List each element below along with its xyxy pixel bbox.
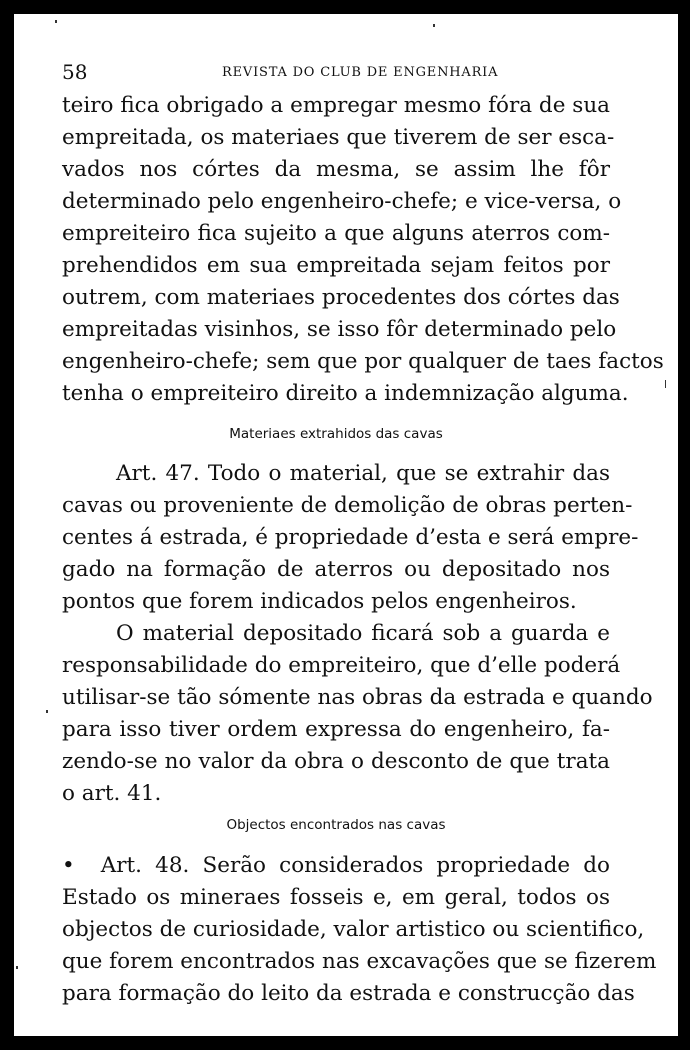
text-line: zendo-se no valor da obra o desconto de que trata — [62, 749, 610, 774]
text-line: para isso tiver ordem expressa do engenheiro, fa- — [62, 717, 610, 742]
article-47 — [62, 458, 653, 810]
scan-speck — [665, 380, 666, 388]
text-line: tenha o empreiteiro direito a indemnização alguma. — [62, 381, 629, 406]
text-line: gado na formação de aterros ou depositado nos — [62, 557, 610, 582]
text-line: pontos que forem indicados pelos engenheiros. — [62, 589, 577, 614]
text-line: objectos de curiosidade, valor artistico ou scientifico, — [62, 917, 645, 942]
page-number: 58 — [62, 60, 88, 84]
text-line: engenheiro-chefe; sem que por qualquer de taes factos — [62, 349, 664, 374]
scan-speck — [16, 966, 18, 969]
text-line: o art. 41. — [62, 781, 162, 806]
text-line: determinado pelo engenheiro-chefe; e vice-versa, o — [62, 189, 622, 214]
bullet-mark: • — [62, 853, 75, 878]
text-line: centes á estrada, é propriedade d’esta e será empre- — [62, 525, 639, 550]
article-48 — [62, 850, 657, 1010]
text-line: teiro fica obrigado a empregar mesmo fóra de sua — [62, 93, 610, 118]
text-line: O material depositado ficará sob a guarda e — [116, 621, 610, 646]
text-line: que forem encontrados nas excavações que se fizerem — [62, 949, 657, 974]
scan-speck — [46, 710, 48, 713]
text-line: para formação do leito da estrada e construcção das — [62, 981, 635, 1006]
text-line: outrem, com materiaes procedentes dos córtes das — [62, 285, 620, 310]
running-title: REVISTA DO CLUB DE ENGENHARIA — [222, 65, 499, 80]
text-line: responsabilidade do empreiteiro, que d’elle poderá — [62, 653, 621, 678]
scanned-page — [14, 14, 678, 1036]
section-heading-objectos: Objectos encontrados nas cavas — [226, 817, 446, 833]
scan-speck — [433, 24, 435, 27]
text-line: empreitadas visinhos, se isso fôr determinado pelo — [62, 317, 617, 342]
section-heading-materiaes: Materiaes extrahidos das cavas — [229, 426, 443, 442]
text-line: empreiteiro fica sujeito a que alguns aterros com- — [62, 221, 610, 246]
text-line: Art. 48. Serão considerados propriedade do — [100, 853, 610, 878]
text-line: utilisar-se tão sómente nas obras da estrada e quando — [62, 685, 653, 710]
text-line: Art. 47. Todo o material, que se extrahir das — [116, 461, 610, 486]
text-line: cavas ou proveniente de demolição de obras perten- — [62, 493, 633, 518]
paragraph-continued — [62, 90, 664, 410]
text-line: prehendidos em sua empreitada sejam feitos por — [62, 253, 610, 278]
text-line: empreitada, os materiaes que tiverem de ser esca- — [62, 125, 615, 150]
scan-speck — [55, 20, 57, 23]
text-line: vados nos córtes da mesma, se assim lhe fôr — [62, 157, 610, 182]
page-header — [62, 62, 622, 84]
text-line: Estado os mineraes fosseis e, em geral, todos os — [62, 885, 610, 910]
text-line-first — [62, 850, 610, 882]
